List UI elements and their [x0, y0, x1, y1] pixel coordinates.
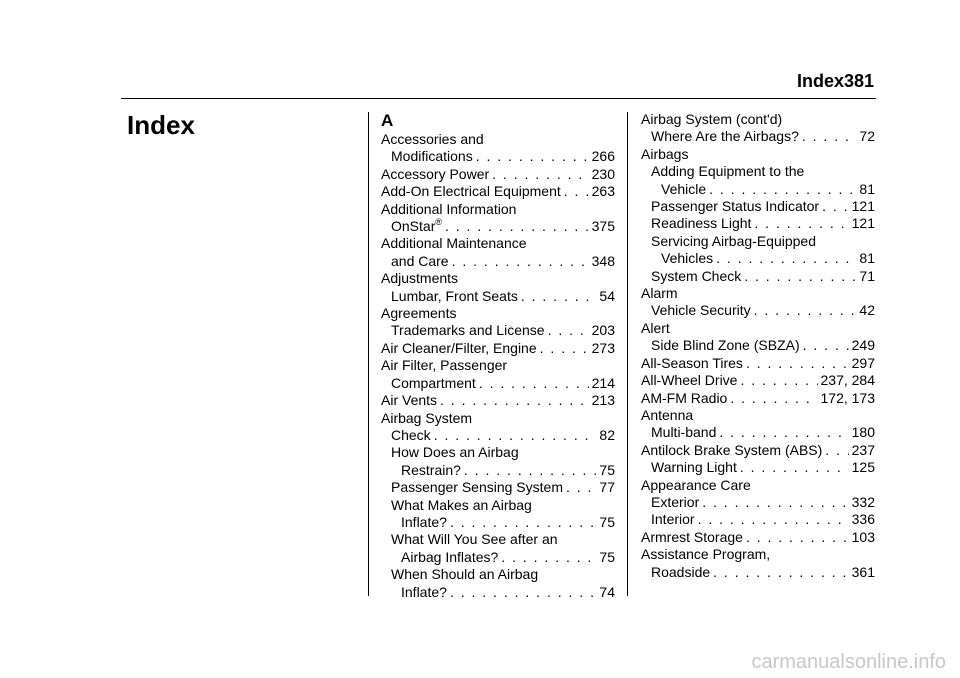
index-entry-page: 332: [851, 493, 875, 510]
index-entry-page: 81: [859, 180, 875, 197]
index-entry-text: Vehicles: [661, 250, 714, 267]
dot-leader: [719, 424, 848, 441]
column-divider-right: [627, 112, 628, 596]
index-entry-label: [641, 372, 737, 389]
index-entry: Air Filter, Passenger: [381, 357, 508, 374]
index-entry: Additional Maintenance: [381, 235, 527, 252]
index-entry: [381, 375, 615, 392]
index-entry-text: AM-FM Radio: [641, 389, 728, 406]
dot-leader: [822, 198, 849, 215]
index-entry-label: [401, 549, 498, 566]
index-entry-text: System Check: [651, 267, 742, 284]
dot-leader: [803, 337, 849, 354]
index-entry-text: Armrest Storage: [641, 528, 743, 545]
index-entry: [641, 529, 875, 546]
index-entry-label: [401, 514, 447, 531]
index-entry-label: [381, 392, 437, 409]
index-entry-label: [651, 459, 737, 476]
index-entry-page: 81: [859, 250, 875, 267]
index-entry-page: 121: [851, 215, 875, 232]
index-entry: [641, 511, 875, 528]
index-entry-page: 263: [591, 183, 615, 200]
index-entry: [641, 372, 875, 389]
index-column-1: [381, 111, 615, 601]
registered-mark: ®: [435, 217, 442, 228]
dot-leader: [746, 355, 849, 372]
index-entry-page: 77: [599, 479, 615, 496]
index-entry-label: [391, 375, 476, 392]
index-entry-page: 266: [591, 148, 615, 165]
dot-leader: [566, 479, 596, 496]
index-entry-label: [391, 427, 431, 444]
index-entry-label: [381, 166, 489, 183]
index-entry: Appearance Care: [641, 476, 751, 493]
dot-leader: [702, 494, 848, 511]
index-entry-page: 213: [591, 392, 615, 409]
index-entry-text: Side Blind Zone (SBZA): [651, 337, 800, 354]
index-entry: [641, 268, 875, 285]
dot-leader: [492, 166, 588, 183]
dot-leader: [754, 215, 848, 232]
index-entry-label: [391, 288, 518, 305]
index-entry: Alert: [641, 319, 670, 336]
index-entry-page: 361: [851, 563, 875, 580]
index-entry-page: 74: [599, 583, 615, 600]
index-entry: Antenna: [641, 406, 694, 423]
index-entry-label: [391, 218, 442, 235]
index-entry-label: [651, 494, 699, 511]
index-entry-label: [651, 302, 751, 319]
index-entry: Servicing Airbag-Equipped: [651, 232, 816, 249]
dot-leader: [740, 459, 849, 476]
index-entry-text: Vehicle Security: [651, 302, 751, 319]
index-entry: Airbags: [641, 145, 689, 162]
index-entry-text: Inflate?: [401, 513, 447, 530]
index-entry: [641, 442, 875, 459]
dot-leader: [450, 584, 596, 601]
index-entry-text: Vehicle: [661, 180, 707, 197]
index-entry-text: Restrain?: [401, 461, 461, 478]
index-entry-page: 203: [591, 322, 615, 339]
index-entry-page: 348: [591, 252, 615, 269]
index-entry-label: [641, 390, 727, 407]
index-entry-label: [391, 148, 473, 165]
dot-leader: [464, 462, 597, 479]
index-entry-page: 42: [859, 302, 875, 319]
index-entry-label: [661, 250, 713, 267]
index-entry: How Does an Airbag: [391, 444, 519, 461]
index-entry-text: Check: [391, 426, 431, 443]
header-rule: [121, 98, 876, 99]
index-entry: [381, 392, 615, 409]
index-entry-label: [401, 462, 461, 479]
index-entry: Adding Equipment to the: [651, 163, 805, 180]
index-entry-text: and Care: [391, 252, 449, 269]
index-entry: [381, 514, 615, 531]
index-entry: [381, 549, 615, 566]
index-entry-text: Trademarks and License: [391, 322, 545, 339]
index-column-2: [641, 111, 875, 581]
index-entry-text: Exterior: [651, 493, 700, 510]
section-title: Index: [127, 110, 195, 140]
index-entry-text: Multi-band: [651, 424, 717, 441]
index-entry-label: [651, 128, 799, 145]
index-entry: [641, 198, 875, 215]
index-entry: [641, 424, 875, 441]
index-entry-text: Air Vents: [381, 392, 438, 409]
index-entry-text: Antilock Brake System (ABS): [641, 441, 823, 458]
index-entry: What Makes an Airbag: [391, 496, 532, 513]
index-entry: [381, 462, 615, 479]
dot-leader: [452, 253, 589, 270]
index-entry-label: [651, 268, 741, 285]
index-entry: [641, 337, 875, 354]
index-entry-page: 237, 284: [820, 372, 875, 389]
index-entry-label: [641, 355, 743, 372]
index-entry: [641, 390, 875, 407]
watermark: carmanualsonline.info: [751, 651, 946, 673]
index-entry-page: 75: [599, 461, 615, 478]
index-entry-page: 180: [851, 424, 875, 441]
index-entry-text: Passenger Status Indicator: [651, 198, 820, 215]
index-entry: [641, 181, 875, 198]
index-entry-label: [651, 564, 710, 581]
index-entry-label: [661, 181, 706, 198]
index-entry-page: 237: [851, 441, 875, 458]
index-entry-label: [381, 340, 537, 357]
index-entry-text: Roadside: [651, 563, 711, 580]
index-entry-page: 273: [591, 339, 615, 356]
index-entry: [641, 302, 875, 319]
index-entry: Assistance Program,: [641, 546, 771, 563]
index-entry-text: Readiness Light: [651, 215, 752, 232]
dot-leader: [445, 218, 589, 235]
index-entry-page: 336: [851, 511, 875, 528]
page-number: 381: [843, 71, 874, 91]
index-entry-label: [401, 584, 447, 601]
index-entry: Alarm: [641, 285, 678, 302]
dot-leader: [709, 181, 856, 198]
index-entry-label: [381, 183, 561, 200]
index-entry: [641, 250, 875, 267]
index-entry: [381, 322, 615, 339]
index-entry-text: All-Wheel Drive: [641, 372, 738, 389]
index-entry-label: [651, 511, 695, 528]
index-entry: Accessories and: [381, 131, 484, 147]
index-entry: [381, 427, 615, 444]
dot-leader: [476, 148, 589, 165]
index-entry: Agreements: [381, 305, 457, 322]
index-entry-text: Where Are the Airbags?: [651, 128, 799, 145]
dot-leader: [501, 549, 596, 566]
index-entry-page: 72: [859, 128, 875, 145]
index-entry-page: 249: [851, 337, 875, 354]
index-entry-text: Interior: [651, 511, 695, 528]
dot-leader: [440, 392, 589, 409]
dot-leader: [740, 372, 817, 389]
index-entry: Airbag System (cont'd): [641, 111, 783, 127]
index-entry-label: [391, 253, 449, 270]
index-entry: Airbag System: [381, 409, 473, 426]
dot-leader: [434, 427, 597, 444]
index-entry-page: 75: [599, 513, 615, 530]
index-entry-page: 82: [599, 426, 615, 443]
dot-leader: [450, 514, 596, 531]
index-entry-text: Warning Light: [651, 459, 737, 476]
dot-leader: [802, 128, 857, 145]
dot-leader: [540, 340, 589, 357]
index-entry-page: 71: [859, 267, 875, 284]
index-entry-page: 230: [591, 165, 615, 182]
index-entry-label: [391, 322, 545, 339]
index-entry: [641, 355, 875, 372]
index-entry-text: All-Season Tires: [641, 354, 743, 371]
dot-leader: [825, 442, 848, 459]
index-entry-label: [651, 198, 819, 215]
index-entry-page: 214: [591, 374, 615, 391]
index-entry: [381, 183, 615, 200]
index-entry-page: 297: [851, 354, 875, 371]
index-entry-text: Airbag Inflates?: [401, 548, 499, 565]
index-entry-page: 125: [851, 459, 875, 476]
index-entry-page: 103: [851, 528, 875, 545]
index-entry-text: Air Cleaner/Filter, Engine: [381, 339, 537, 356]
index-entry-text: Passenger Sensing System: [391, 479, 563, 496]
index-entry-text: Inflate?: [401, 583, 447, 600]
dot-leader: [754, 302, 857, 319]
dot-leader: [564, 183, 589, 200]
index-entry: When Should an Airbag: [391, 566, 539, 583]
index-entry-label: [391, 479, 563, 496]
index-entry-text: Compartment: [391, 374, 476, 391]
index-entry-text: OnStar: [391, 218, 436, 235]
index-entry-text: Add-On Electrical Equipment: [381, 183, 561, 200]
index-entry-page: 54: [599, 287, 615, 304]
index-entry: Additional Information: [381, 200, 517, 217]
index-entry-label: [651, 337, 800, 354]
index-entry: [641, 564, 875, 581]
index-entry-text: Accessory Power: [381, 165, 490, 182]
index-entry: [381, 340, 615, 357]
dot-leader: [716, 250, 856, 267]
index-entry: [381, 584, 615, 601]
index-entry: [381, 288, 615, 305]
index-entry: [641, 215, 875, 232]
index-letter-heading: A: [381, 111, 394, 130]
dot-leader: [746, 529, 849, 546]
index-entry-label: [641, 442, 822, 459]
index-entry-page: 75: [599, 548, 615, 565]
index-entry: [381, 253, 615, 270]
index-entry-page: 375: [591, 218, 615, 235]
index-entry: [641, 459, 875, 476]
dot-leader: [698, 511, 849, 528]
column-divider-left: [368, 112, 369, 596]
index-entry-label: [641, 529, 743, 546]
index-entry: What Will You See after an: [391, 531, 558, 548]
index-entry: [381, 218, 615, 235]
page-header: [0, 0, 960, 100]
index-entry: [381, 166, 615, 183]
index-entry-text: Lumbar, Front Seats: [391, 287, 518, 304]
dot-leader: [744, 268, 856, 285]
index-entry: [381, 148, 615, 165]
index-entry-text: Modifications: [391, 148, 473, 165]
dot-leader: [548, 322, 589, 339]
dot-leader: [521, 288, 597, 305]
dot-leader: [730, 390, 817, 407]
index-entry: [641, 128, 875, 145]
index-entry-label: [651, 215, 751, 232]
index-entry-label: [651, 424, 716, 441]
index-entry-page: 172, 173: [820, 389, 875, 406]
index-entry-page: 121: [851, 198, 875, 215]
dot-leader: [713, 564, 848, 581]
index-entry: [641, 494, 875, 511]
index-entry: [381, 479, 615, 496]
running-header-title: Index: [796, 71, 844, 91]
index-entry: Adjustments: [381, 270, 459, 287]
dot-leader: [479, 375, 589, 392]
